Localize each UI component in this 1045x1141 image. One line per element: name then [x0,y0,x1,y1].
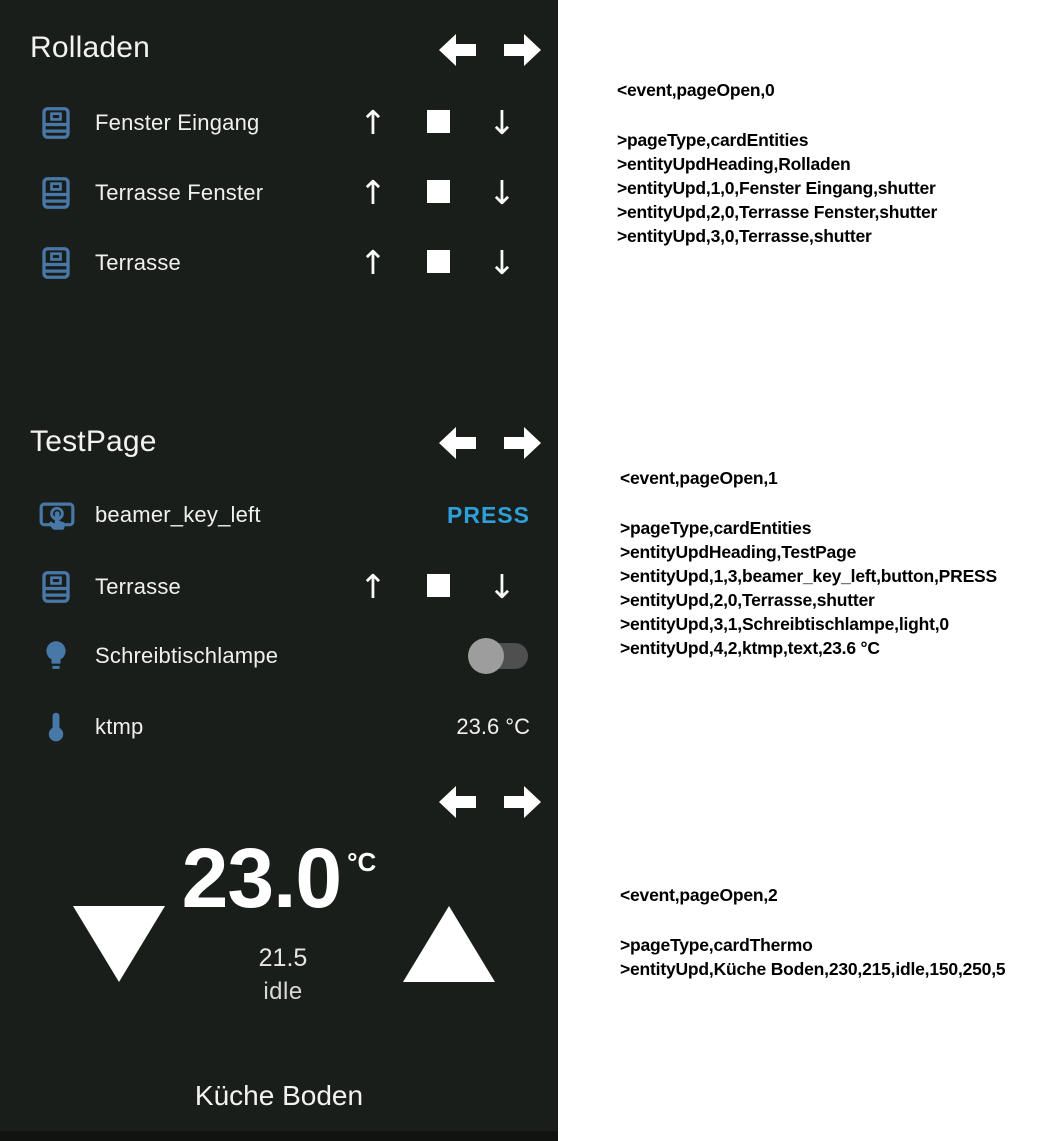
nav-next-button[interactable] [503,785,542,819]
shutter-down-button[interactable]: ↓ [488,243,516,282]
page-title: TestPage [30,425,157,458]
shutter-icon [38,105,74,141]
temperature-unit: °C [347,847,377,877]
light-toggle[interactable] [468,638,530,674]
entity-label: Fenster Eingang [95,110,260,135]
stop-square-icon [427,110,450,133]
log-line: >entityUpd,2,0,Terrasse Fenster,shutter [617,202,938,222]
shutter-stop-button[interactable] [416,100,460,146]
current-temperature-value: 23.0 [181,831,342,925]
shutter-icon [38,569,74,605]
log-line: >entityUpd,3,0,Terrasse,shutter [617,226,872,246]
thermometer-icon [38,709,74,745]
nav-prev-button[interactable] [438,785,477,819]
log-line: >entityUpd,2,0,Terrasse,shutter [620,590,875,610]
shutter-stop-button[interactable] [416,564,460,610]
entity-row [0,100,558,146]
log-line: >pageType,cardEntities [617,130,809,150]
shutter-down-button[interactable]: ↓ [488,173,516,212]
log-line: >entityUpdHeading,Rolladen [617,154,851,174]
entity-label: Terrasse [95,574,181,599]
log-line: <event,pageOpen,0 [617,80,775,100]
log-line: >entityUpd,Küche Boden,230,215,idle,150,250,5 [620,959,1006,979]
press-button[interactable]: PRESS [447,502,530,528]
shutter-up-button[interactable]: ↑ [359,243,387,282]
log-line: >entityUpd,1,3,beamer_key_left,button,PRESS [620,566,997,586]
entity-row [0,564,558,610]
entity-row [0,704,558,750]
shutter-up-button[interactable]: ↑ [359,173,387,212]
entity-label: Schreibtischlampe [95,643,279,668]
shutter-icon [38,245,74,281]
entity-row [0,492,558,538]
log-line: >pageType,cardThermo [620,935,813,955]
stop-square-icon [427,180,450,203]
shutter-up-button[interactable]: ↑ [359,567,387,606]
toggle-knob [468,638,504,674]
nav-prev-button[interactable] [438,33,477,67]
entity-row [0,633,558,679]
gesture-tap-button-icon [38,497,74,533]
log-block-page1 [620,466,997,660]
log-line: >pageType,cardEntities [620,518,812,538]
shutter-stop-button[interactable] [416,170,460,216]
nav-prev-button[interactable] [438,426,477,460]
log-line: >entityUpd,3,1,Schreibtischlampe,light,0 [620,614,949,634]
sensor-value: 23.6 °C [456,714,530,739]
entity-row [0,170,558,216]
log-block-page0 [617,78,937,248]
log-line: >entityUpd,1,0,Fenster Eingang,shutter [617,178,936,198]
log-block-page2 [620,883,1005,981]
log-line: >entityUpdHeading,TestPage [620,542,857,562]
stop-square-icon [427,250,450,273]
entity-label: Terrasse [95,250,181,275]
shutter-down-button[interactable]: ↓ [488,567,516,606]
entity-label: beamer_key_left [95,502,261,527]
log-line: <event,pageOpen,1 [620,468,778,488]
nav-next-button[interactable] [503,426,542,460]
page-title: Rolladen [30,31,151,64]
entity-label: Terrasse Fenster [95,180,264,205]
nav-next-button[interactable] [503,33,542,67]
log-line: >entityUpd,4,2,ktmp,text,23.6 °C [620,638,880,658]
thermostat-name: Küche Boden [194,1080,364,1111]
panel-bottom-edge [0,1131,558,1141]
stop-square-icon [427,574,450,597]
log-line: <event,pageOpen,2 [620,885,778,905]
shutter-up-button[interactable]: ↑ [359,103,387,142]
entity-row [0,240,558,286]
shutter-icon [38,175,74,211]
shutter-down-button[interactable]: ↓ [488,103,516,142]
shutter-stop-button[interactable] [416,240,460,286]
target-temperature: 21.5 [258,944,308,972]
entity-label: ktmp [95,714,144,739]
hvac-state: idle [263,978,303,1005]
lightbulb-icon [38,638,74,674]
